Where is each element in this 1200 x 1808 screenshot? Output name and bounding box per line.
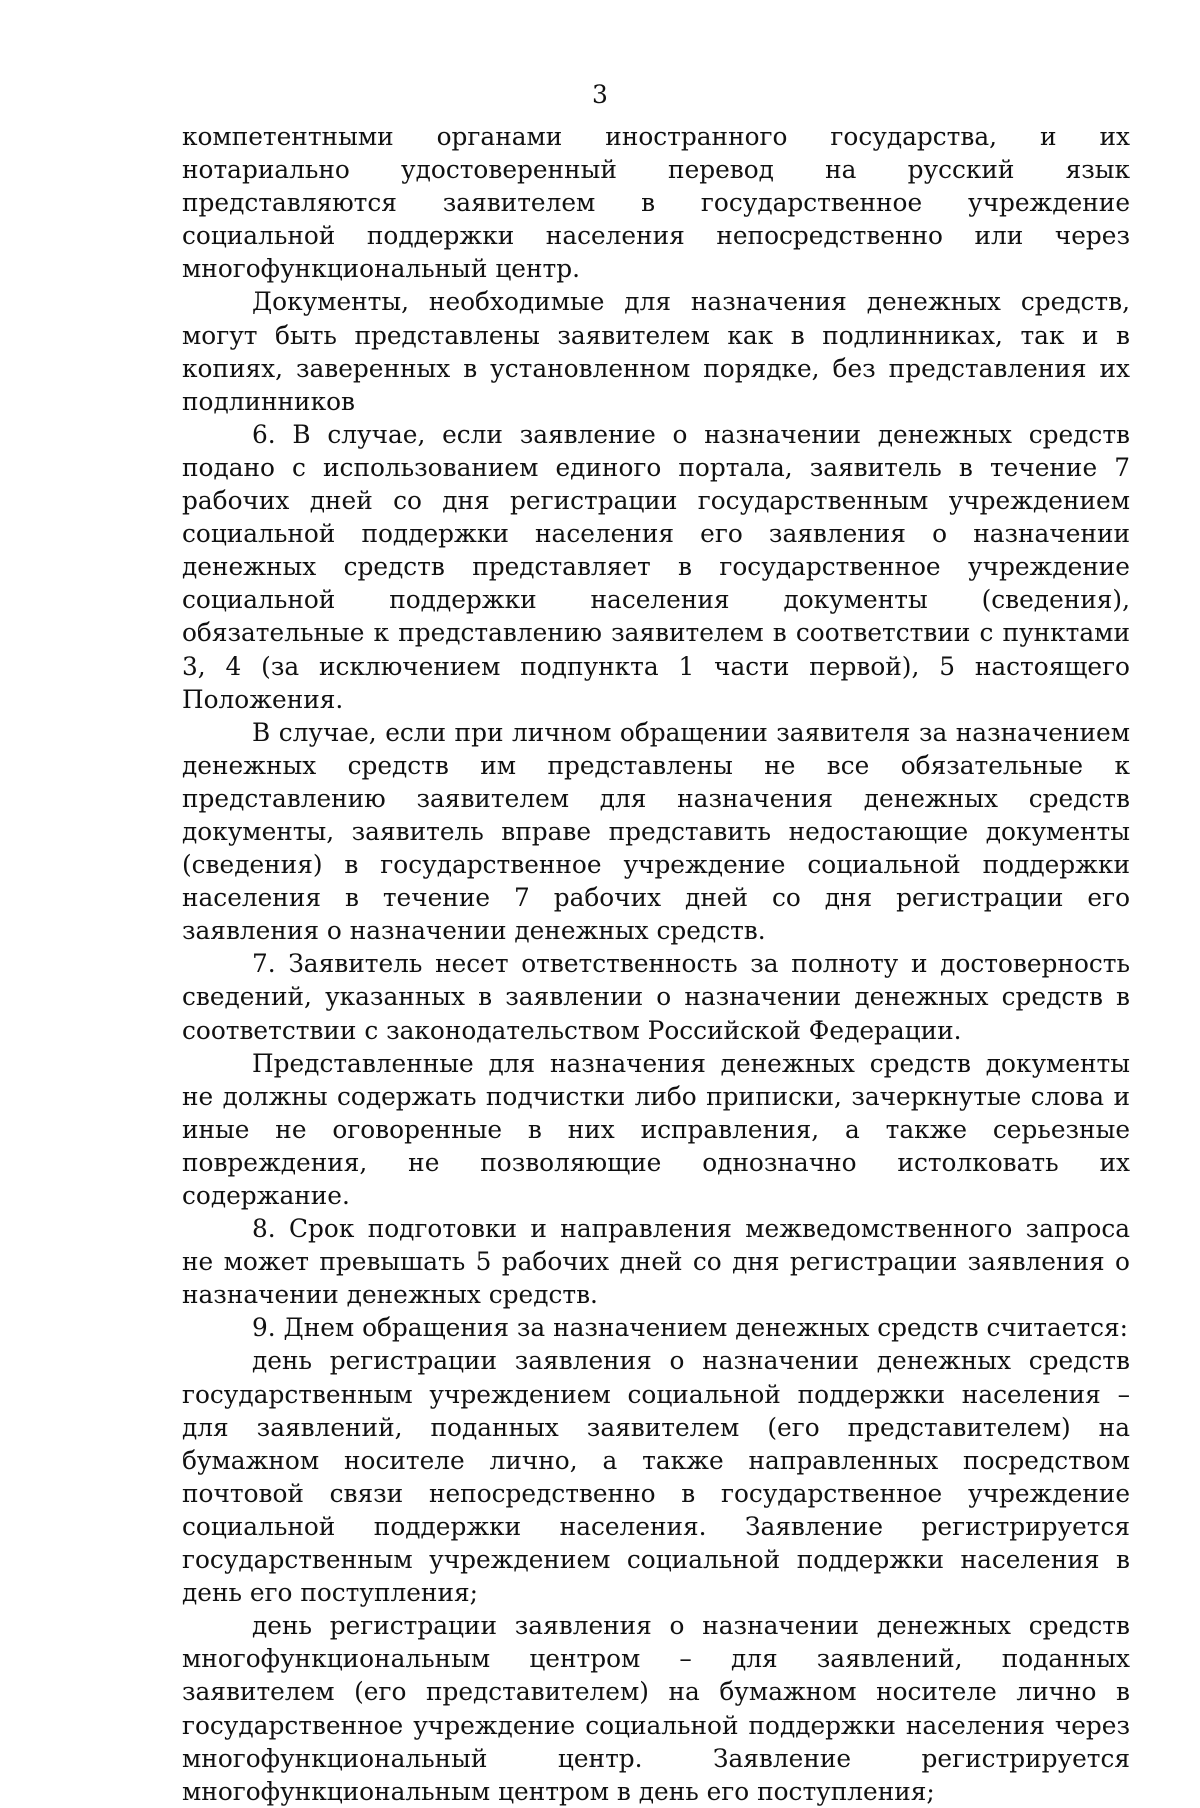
paragraph-registration-mfc: день регистрации заявления о назначении денежных средств многофункциональным центром – для заявлений, поданных заявителем (его представителем) на бумажном носителе лично в государственное учреждение социальной поддержки населения через многофункциональный центр. Заявление регистрируется многофункциональным центром в день его поступления;	[182, 1611, 1130, 1806]
document-body	[182, 120, 1130, 1808]
paragraph-registration-institution: день регистрации заявления о назначении денежных средств государственным учреждением социальной поддержки населения – для заявлений, поданных заявителем (его представителем) на бумажном носителе лично, а также направленных посредством почтовой связи непосредственно в государственное учреждение социальной поддержки населения. Заявление регистрируется государственным учреждением социальной поддержки населения в день его поступления;	[182, 1346, 1130, 1608]
paragraph-item-7: 7. Заявитель несет ответственность за полноту и достоверность сведений, указанных в заявлении о назначении денежных средств в соответствии с законодательством Российской Федерации.	[182, 949, 1130, 1045]
paragraph-item-9: 9. Днем обращения за назначением денежных средств считается:	[252, 1313, 1129, 1343]
paragraph-document-requirements: Представленные для назначения денежных средств документы не должны содержать подчистки либо приписки, зачеркнутые слова и иные не оговоренные в них исправления, а также серьезные повреждения, не позволяющие однозначно истолковать их содержание.	[182, 1048, 1130, 1210]
paragraph-item-6: 6. В случае, если заявление о назначении денежных средств подано с использованием единого портала, заявитель в течение 7 рабочих дней со дня регистрации государственным учреждением социальной поддержки населения его заявления о назначении денежных средств представляет в государственное учреждение социальной поддержки населения документы (сведения), обязательные к представлению заявителем в соответствии с пунктами 3, 4 (за исключением подпункта 1 части первой), 5 настоящего Положения.	[182, 419, 1130, 714]
paragraph-documents-originals: Документы, необходимые для назначения денежных средств, могут быть представлены заявителем как в подлинниках, так и в копиях, заверенных в установленном порядке, без представления их подлинников	[182, 287, 1130, 416]
paragraph-missing-documents: В случае, если при личном обращении заявителя за назначением денежных средств им представлены не все обязательные к представлению заявителем для назначения денежных средств документы, заявитель вправе представить недостающие документы (сведения) в государственное учреждение социальной поддержки населения в течение 7 рабочих дней со дня регистрации его заявления о назначении денежных средств.	[182, 717, 1130, 946]
paragraph-continuation: компетентными органами иностранного государства, и их нотариально удостоверенный перевод на русский язык представляются заявителем в государственное учреждение социальной поддержки населения непосредственно или через многофункциональный центр.	[182, 122, 1130, 284]
paragraph-item-8: 8. Срок подготовки и направления межведомственного запроса не может превышать 5 рабочих дней со дня регистрации заявления о назначении денежных средств.	[182, 1214, 1130, 1310]
page-number: 3	[592, 80, 608, 109]
